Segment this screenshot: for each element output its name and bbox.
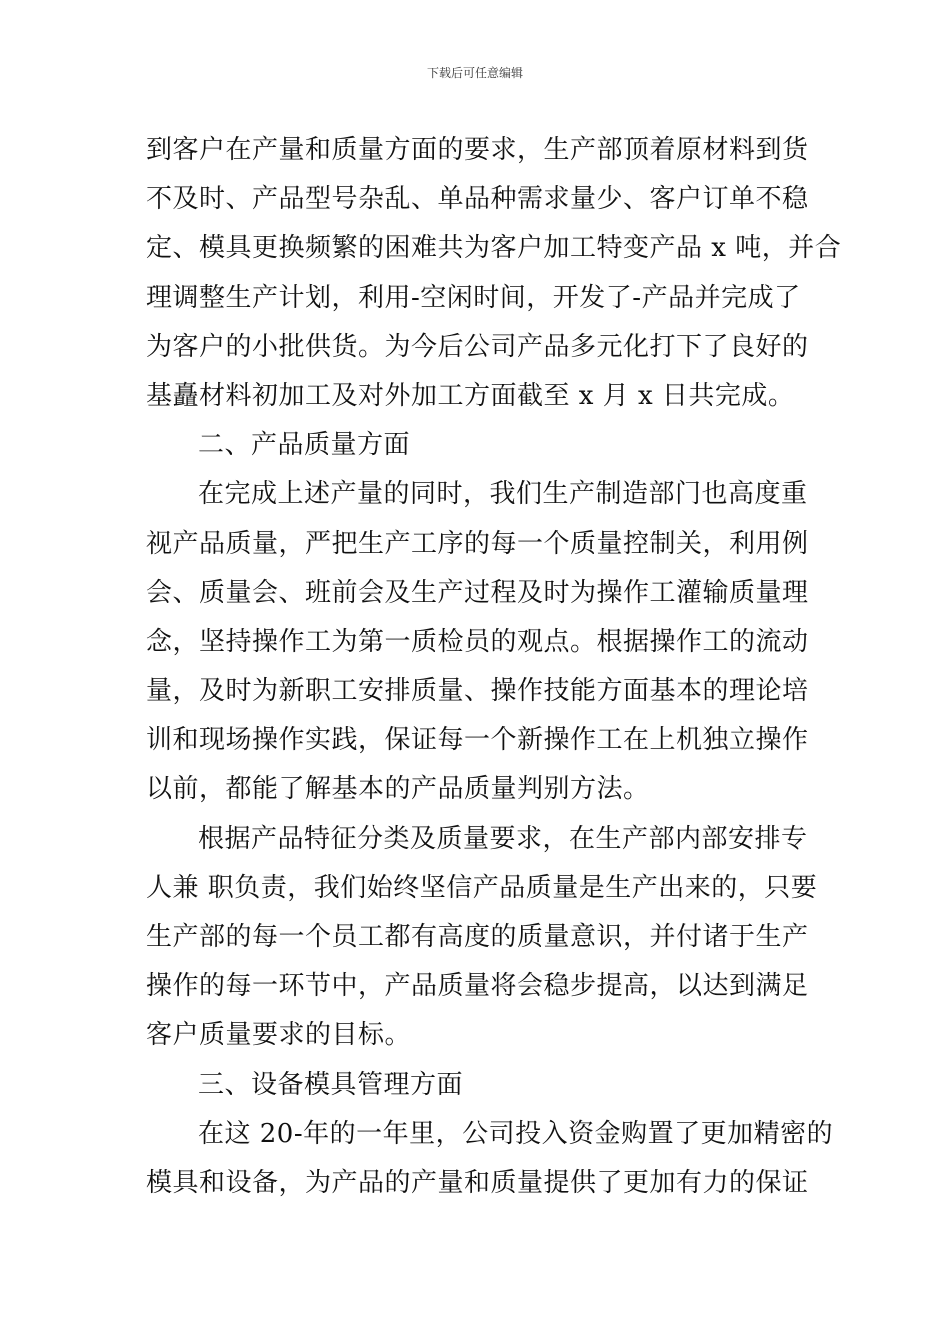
text-line: 模具和设备，为产品的产量和质量提供了更加有力的保证 [146,1167,809,1198]
text-line: 在完成上述产量的同时，我们生产制造部门也高度重 [198,479,808,510]
text-line: 客户质量要求的目标。 [146,1020,412,1051]
text-line: 生产部的每一个员工都有高度的质量意识，并付诸于生产 [146,922,809,952]
section-heading: 三、设备模具管理方面 [198,1069,464,1100]
document-body [146,126,842,1208]
text-line: 人兼 职负责，我们始终坚信产品质量是生产出来的，只要 [146,872,818,903]
text-line: 到客户在产量和质量方面的要求，生产部顶着原材料到货 [146,135,809,165]
text-line: 根据产品特征分类及质量要求，在生产部内部安排专 [198,823,808,854]
page-header-note: 下载后可任意编辑 [426,66,523,80]
text-line: 基矗材料初加工及对外加工方面截至 x 月 x 日共完成。 [146,380,795,411]
text-line: 在这 20-年的一年里，公司投入资金购置了更加精密的 [198,1118,834,1149]
text-line: 会、质量会、班前会及生产过程及时为操作工灌输质量理 [146,577,809,608]
text-line: 操作的每一环节中，产品质量将会稳步提高，以达到满足 [146,971,809,1002]
text-line: 定、模具更换频繁的困难共为客户加工特变产品 x 吨，并合 [146,233,842,264]
text-line: 理调整生产计划，利用-空闲时间，开发了-产品并完成了 [146,282,801,313]
section-heading: 二、产品质量方面 [198,430,411,461]
text-line: 念，坚持操作工为第一质检员的观点。根据操作工的流动 [146,626,809,657]
text-line: 为客户的小批供货。为今后公司产品多元化打下了良好的 [146,331,809,362]
text-line: 量，及时为新职工安排质量、操作技能方面基本的理论培 [146,676,809,707]
text-line: 训和现场操作实践，保证每一个新操作工在上机独立操作 [146,725,809,756]
text-line: 以前，都能了解基本的产品质量判别方法。 [146,774,650,805]
text-line: 视产品质量，严把生产工序的每一个质量控制关，利用例 [146,528,809,559]
text-line: 不及时、产品型号杂乱、单品种需求量少、客户订单不稳 [146,184,809,215]
